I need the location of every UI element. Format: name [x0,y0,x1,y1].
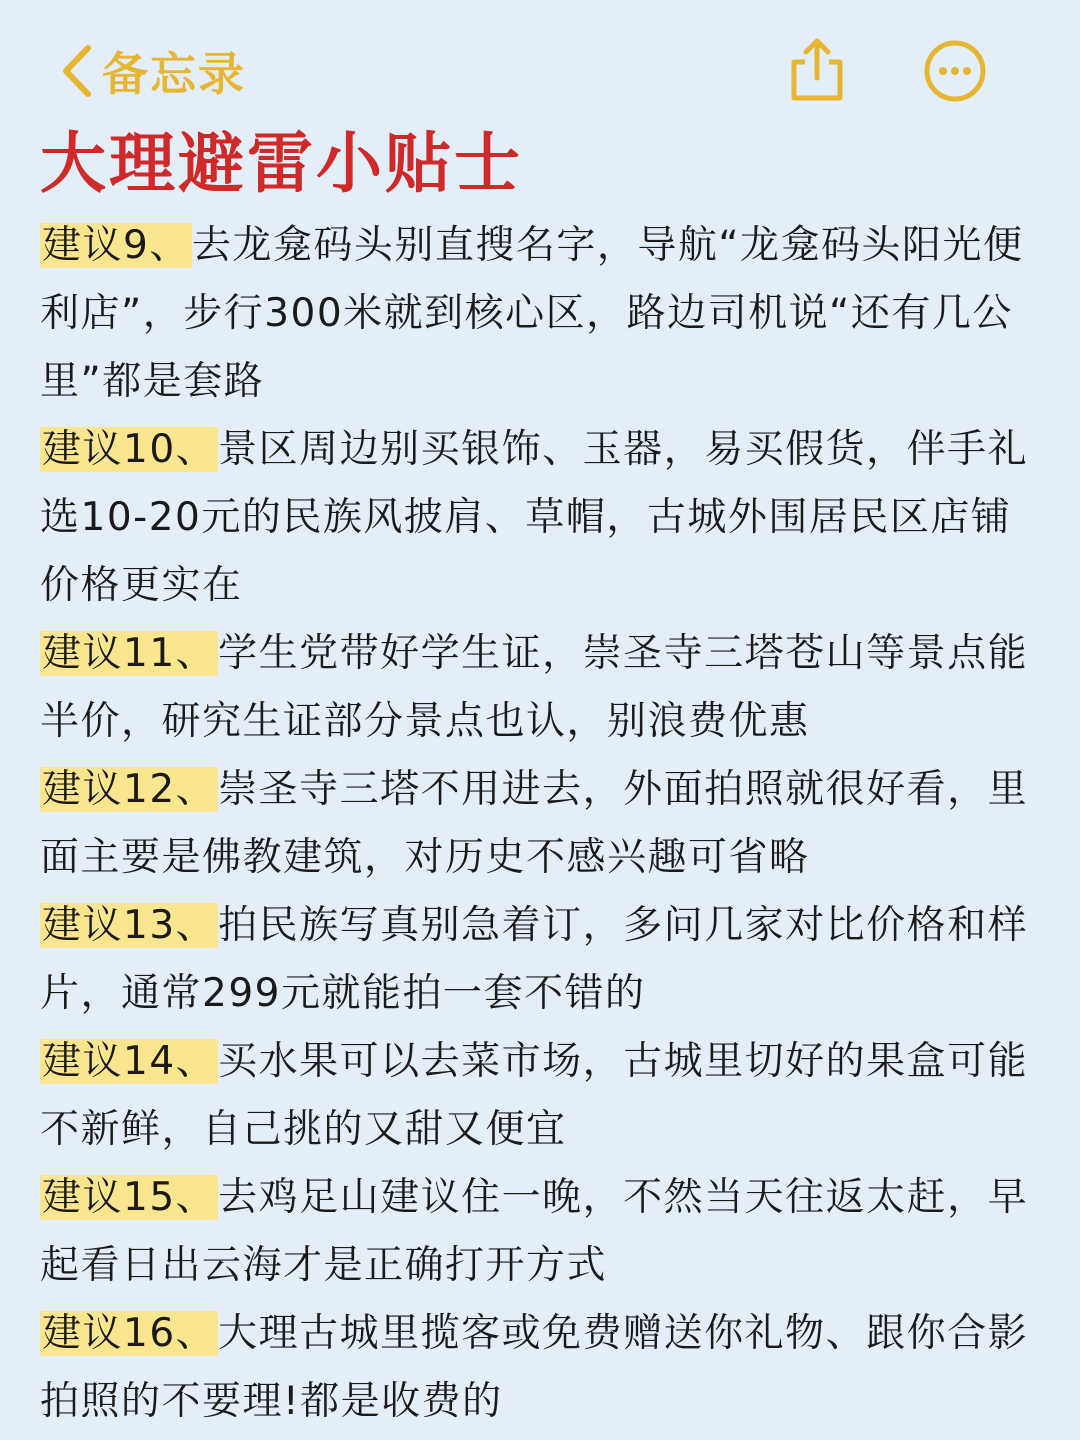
tip-text: 去龙龛码头别直搜名字，导航“龙龛码头阳光便利店”，步行300米就到核心区，路边司机说“还有几公里”都是套路 [40,223,1024,404]
tip-text: 去鸡足山建议住一晚，不然当天往返太赶，早起看日出云海才是正确打开方式 [40,1175,1029,1288]
tip-text: 拍民族写真别急着订，多问几家对比价格和样片，通常299元就能拍一套不错的 [40,903,1029,1016]
tip-item [40,756,1040,892]
tip-label: 建议15、 [42,1175,217,1220]
chevron-left-icon [56,42,96,100]
share-icon [786,89,848,108]
tip-label: 建议14、 [42,1039,217,1084]
tip-item [40,620,1040,756]
tip-label: 建议11、 [42,631,217,676]
tip-text: 景区周边别买银饰、玉器，易买假货，伴手礼选10-20元的民族风披肩、草帽，古城外围居民区店铺价格更实在 [40,427,1029,608]
tip-text: 崇圣寺三塔不用进去，外面拍照就很好看，里面主要是佛教建筑，对历史不感兴趣可省略 [40,767,1029,880]
tip-text: 大理古城里揽客或免费赠送你礼物、跟你合影拍照的不要理!都是收费的 [40,1311,1029,1424]
tip-label: 建议10、 [42,427,217,472]
tip-item [40,416,1040,620]
share-button[interactable] [786,36,848,104]
tip-item [40,212,1040,416]
tip-text: 学生党带好学生证，崇圣寺三塔苍山等景点能半价，研究生证部分景点也认，别浪费优惠 [40,631,1029,744]
tip-label: 建议16、 [42,1311,217,1356]
more-button[interactable] [922,38,988,104]
tip-text: 买水果可以去菜市场，古城里切好的果盒可能不新鲜，自己挑的又甜又便宜 [40,1039,1029,1152]
back-button[interactable] [56,38,246,104]
tip-label: 建议12、 [42,767,217,812]
tip-label: 建议9、 [42,223,190,268]
tips-list [40,212,1040,1436]
tip-item [40,1028,1040,1164]
note-title: 大理避雷小贴士 [40,125,523,202]
back-label: 备忘录 [102,47,246,101]
more-icon [922,89,988,108]
tip-item [40,892,1040,1028]
tip-item [40,1300,1040,1436]
navigation-bar [0,0,1080,130]
tip-label: 建议13、 [42,903,217,948]
tip-item [40,1164,1040,1300]
